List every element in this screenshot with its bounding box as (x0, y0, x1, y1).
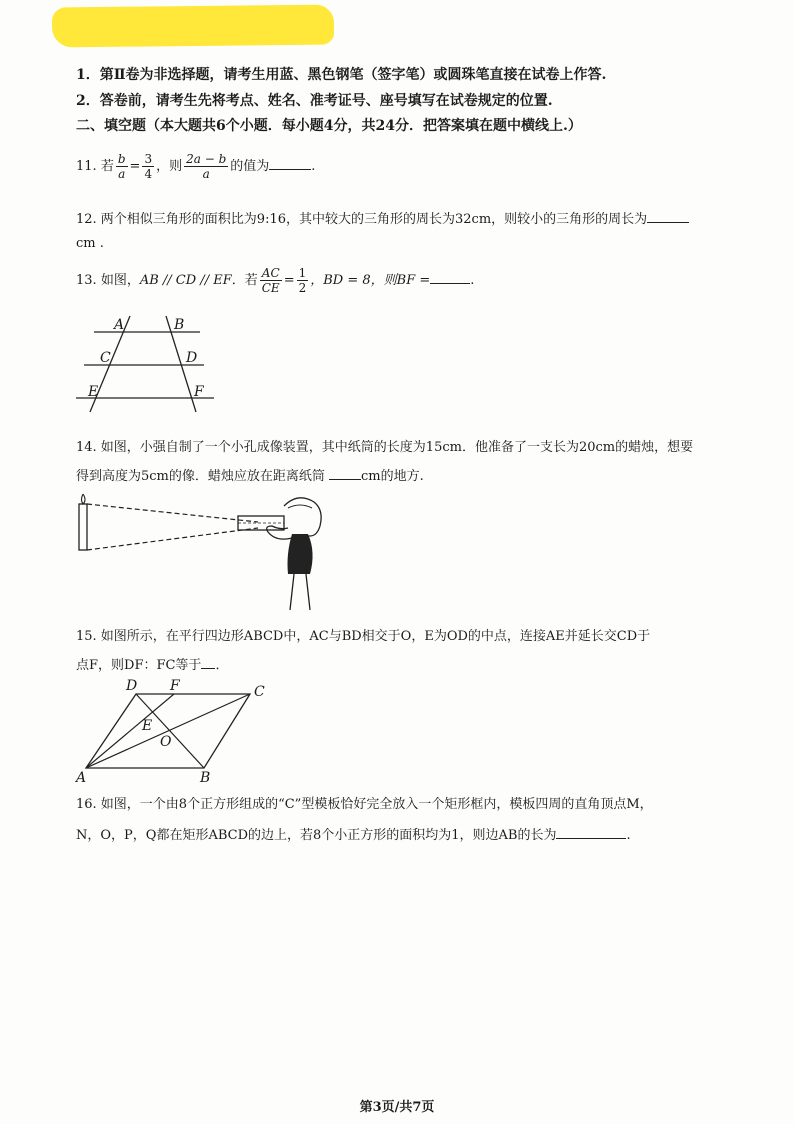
question-15-line-1: 15. 如图所示，在平行四边形ABCD中，AC与BD相交于O，E为OD的中点，连接AE并延长交CD于 (76, 629, 651, 644)
q15-answer-blank (201, 658, 215, 669)
q15-label-d: D (126, 678, 138, 694)
q13-label-d: D (186, 350, 198, 366)
question-13: 13. 如图，AB // CD // EF．若 $\frac{AC}{CE}$ = $\frac{1}{2}$ ，BD = 8，则BF = . (76, 266, 475, 295)
q13-answer-blank (430, 273, 470, 284)
q15-label-f: F (170, 678, 180, 694)
instruction-1: 1．第Ⅱ卷为非选择题，请考生用蓝、黑色钢笔（签字笔）或圆珠笔直接在试卷上作答. (76, 67, 607, 83)
question-16-line-1: 16. 如图，一个由8个正方形组成的“C”型模板恰好完全放入一个矩形框内，模板四周的直角顶点M， (76, 797, 653, 812)
q15-parallelogram-figure (70, 676, 290, 786)
q15-label-a: A (76, 770, 87, 786)
q11-answer-blank (269, 159, 311, 170)
q13-label-f: F (194, 384, 204, 400)
question-12-line-1: 12. 两个相似三角形的面积比为9:16，其中较大的三角形的周长为32cm，则较小的三角形的周长为 (76, 208, 689, 227)
q11-fraction-3: $\frac{2a - b}{a}$ (186, 152, 227, 181)
q13-fraction-2: $\frac{1}{2}$ (298, 266, 307, 295)
question-11: 11. 若 $\frac{b}{a}$ = $\frac{3}{4}$ ，则 $\frac{2a - b}{a}$ 的值为 . (76, 152, 316, 181)
q11-number: 11. (76, 159, 97, 174)
q16-answer-blank (556, 828, 626, 839)
question-14-line-2: 得到高度为5cm的像．蜡烛应放在距离纸筒 cm的地方. (76, 469, 424, 484)
q13-fraction-1: $\frac{AC}{CE}$ (261, 266, 280, 295)
q11-fraction-2: $\frac{3}{4}$ (144, 152, 153, 181)
q14-answer-blank (329, 469, 361, 480)
q13-label-a: A (114, 317, 125, 333)
page-footer: 第3页/共7页 (359, 1100, 435, 1115)
instruction-2: 2．答卷前，请考生先将考点、姓名、准考证号、座号填写在试卷规定的位置. (76, 93, 553, 109)
q11-fraction-1: $\frac{b}{a}$ (117, 152, 126, 181)
q13-parallel-lines-figure (70, 312, 220, 412)
question-16-line-2: N，O，P，Q都在矩形ABCD的边上，若8个小正方形的面积均为1，则边AB的长为 . (76, 828, 631, 843)
q11-prefix: 若 (100, 159, 114, 174)
q12-answer-blank (647, 212, 689, 223)
question-12-line-2: cm . (76, 236, 104, 251)
highlighter-mark (52, 5, 334, 48)
q15-label-e: E (142, 718, 153, 734)
q15-label-o: O (160, 734, 172, 750)
q15-label-c: C (254, 684, 265, 700)
q15-label-b: B (200, 770, 211, 786)
q13-label-c: C (100, 350, 111, 366)
q13-label-e: E (88, 384, 99, 400)
section-heading: 二、填空题（本大题共6个小题．每小题4分，共24分．把答案填在题中横线上.） (76, 118, 582, 134)
q13-label-b: B (174, 317, 185, 333)
q14-pinhole-camera-figure (70, 490, 360, 615)
question-14-line-1: 14. 如图，小强自制了一个小孔成像装置，其中纸筒的长度为15cm．他准备了一支长为20cm的蜡烛，想要 (76, 440, 694, 455)
question-15-line-2: 点F，则DF：FC等于 ． (76, 658, 229, 673)
